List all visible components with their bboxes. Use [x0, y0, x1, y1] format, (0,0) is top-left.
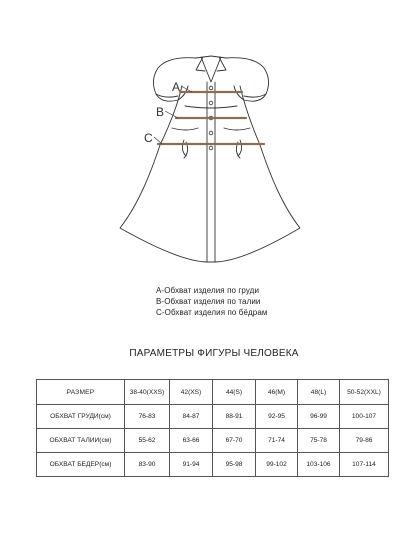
marker-b: B [156, 105, 165, 119]
dress-skirt-outline [120, 145, 300, 262]
dress-collar [201, 57, 221, 82]
table-cell: 71-74 [256, 429, 298, 453]
table-cell: 107-114 [340, 453, 389, 477]
table-cell: 83-90 [125, 453, 170, 477]
table-row [37, 453, 389, 477]
legend-line-waist: B-Обхват изделия по талии [156, 297, 261, 306]
size-header-cell: 50-52(XXL) [340, 380, 389, 405]
table-cell: 75-78 [298, 429, 340, 453]
row-label: ОБХВАТ БЕДЕР(см) [37, 453, 125, 477]
dress-bodice-right [240, 86, 260, 145]
size-table-header-row [37, 380, 389, 405]
table-cell: 100-107 [340, 405, 389, 429]
size-header-cell: 48(L) [298, 380, 340, 405]
table-row [37, 405, 389, 429]
section-title: ПАРАМЕТРЫ ФИГУРЫ ЧЕЛОВЕКА [129, 348, 299, 359]
size-header-cell: 44(S) [213, 380, 256, 405]
table-cell: 84-87 [170, 405, 213, 429]
size-header-cell: 42(XS) [170, 380, 213, 405]
table-cell: 79-86 [340, 429, 389, 453]
table-cell: 76-83 [125, 405, 170, 429]
marker-c: C [144, 131, 153, 145]
table-cell: 95-98 [213, 453, 256, 477]
size-header-cell: 38-40(XXS) [125, 380, 170, 405]
table-cell: 67-70 [213, 429, 256, 453]
marker-a: A [172, 80, 181, 94]
table-cell: 103-106 [298, 453, 340, 477]
table-cell: 88-91 [213, 405, 256, 429]
legend-line-hips: C-Обхват изделия по бёдрам [156, 308, 268, 317]
table-cell: 96-99 [298, 405, 340, 429]
size-header-cell: 46(M) [256, 380, 298, 405]
table-cell: 99-102 [256, 453, 298, 477]
dress-right-sleeve [226, 58, 269, 101]
measurement-legend [156, 285, 268, 318]
table-cell: 91-94 [170, 453, 213, 477]
size-header-label: РАЗМЕР [37, 380, 125, 405]
table-cell: 55-62 [125, 429, 170, 453]
legend-line-bust: A-Обхват изделия по груди [156, 286, 260, 295]
table-row [37, 429, 389, 453]
size-table [36, 379, 389, 477]
row-label: ОБХВАТ ТАЛИИ(см) [37, 429, 125, 453]
row-label: ОБХВАТ ГРУДИ(см) [37, 405, 125, 429]
table-cell: 63-66 [170, 429, 213, 453]
table-cell: 92-95 [256, 405, 298, 429]
